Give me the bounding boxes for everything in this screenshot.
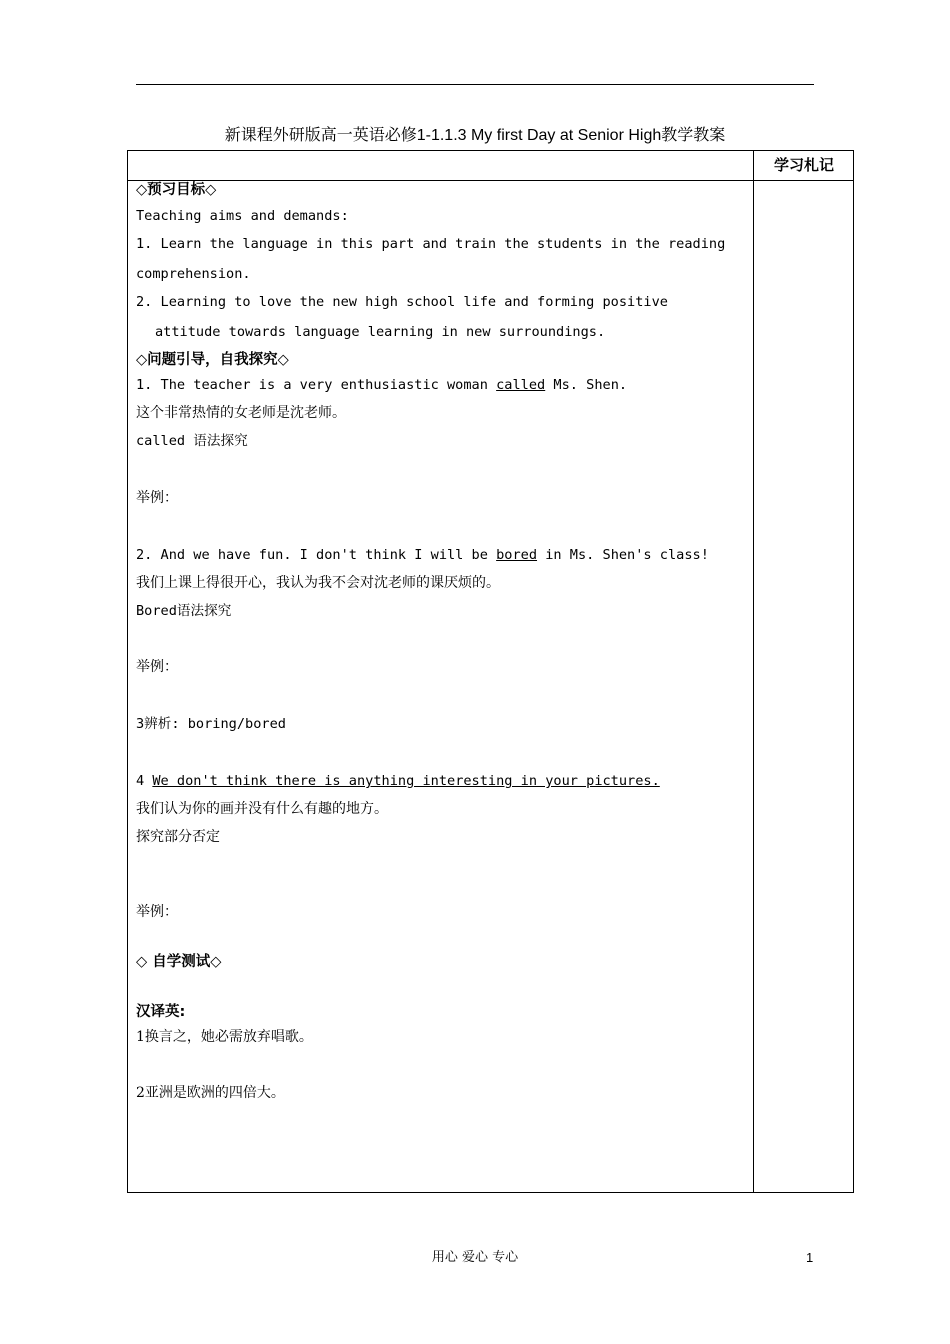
question-4 — [136, 771, 660, 791]
example-label-2: 举例： — [136, 659, 178, 675]
question-2-translation: 我们上课上得很开心，我认为我不会对沈老师的课厌烦的。 — [136, 575, 500, 591]
question-2-post: in Ms. Shen's class! — [537, 547, 709, 563]
column-divider — [753, 151, 754, 1192]
aim-1-line-2: comprehension. — [136, 266, 251, 282]
question-2 — [136, 545, 709, 565]
aim-2-line-1: 2. Learning to love the new high school life and forming positive — [136, 294, 668, 310]
question-4-number: 4 — [136, 773, 153, 789]
question-2-explore: Bored语法探究 — [136, 603, 232, 619]
header-rule — [136, 84, 814, 85]
question-3: 3辨析: boring/bored — [136, 716, 286, 732]
translate-label: 汉译英: — [136, 1004, 186, 1020]
question-1-keyword: called — [496, 377, 546, 393]
document-title: 新课程外研版高一英语必修1-1.1.3 My first Day at Senior High教学教案 — [224, 127, 726, 144]
footer-motto: 用心 爱心 专心 — [431, 1250, 519, 1265]
preview-goals-heading: ◇预习目标◇ — [136, 182, 217, 198]
question-4-sentence: We don't think there is anything interesting in your pictures. — [152, 773, 660, 789]
self-test-heading: ◇ 自学测试◇ — [136, 954, 222, 970]
question-1-post: Ms. Shen. — [545, 377, 628, 393]
aim-1-line-1: 1. Learn the language in this part and train the students in the reading — [136, 236, 726, 252]
translation-item-2: 2亚洲是欧洲的四倍大。 — [136, 1085, 285, 1101]
example-label-3: 举例： — [136, 904, 178, 920]
question-1-translation: 这个非常热情的女老师是沈老师。 — [136, 405, 346, 421]
question-4-explore: 探究部分否定 — [136, 829, 220, 845]
translation-item-1: 1换言之，她必需放弃唱歌。 — [136, 1029, 313, 1045]
aim-2-line-2: attitude towards language learning in new surroundings. — [155, 324, 606, 340]
example-label-1: 举例： — [136, 490, 178, 506]
guided-inquiry-heading: ◇问题引导，自我探究◇ — [136, 352, 289, 368]
notes-column-header: 学习札记 — [773, 156, 834, 174]
aims-label: Teaching aims and demands: — [136, 208, 349, 224]
question-1-explore: called 语法探究 — [136, 433, 248, 449]
question-2-pre: 2. And we have fun. I don't think I will be — [136, 547, 497, 563]
question-1 — [136, 375, 627, 395]
question-1-pre: 1. The teacher is a very enthusiastic woman — [136, 377, 497, 393]
header-row-divider — [128, 180, 853, 181]
question-2-keyword: bored — [496, 547, 538, 563]
question-4-translation: 我们认为你的画并没有什么有趣的地方。 — [136, 801, 388, 817]
page-number: 1 — [806, 1250, 814, 1265]
